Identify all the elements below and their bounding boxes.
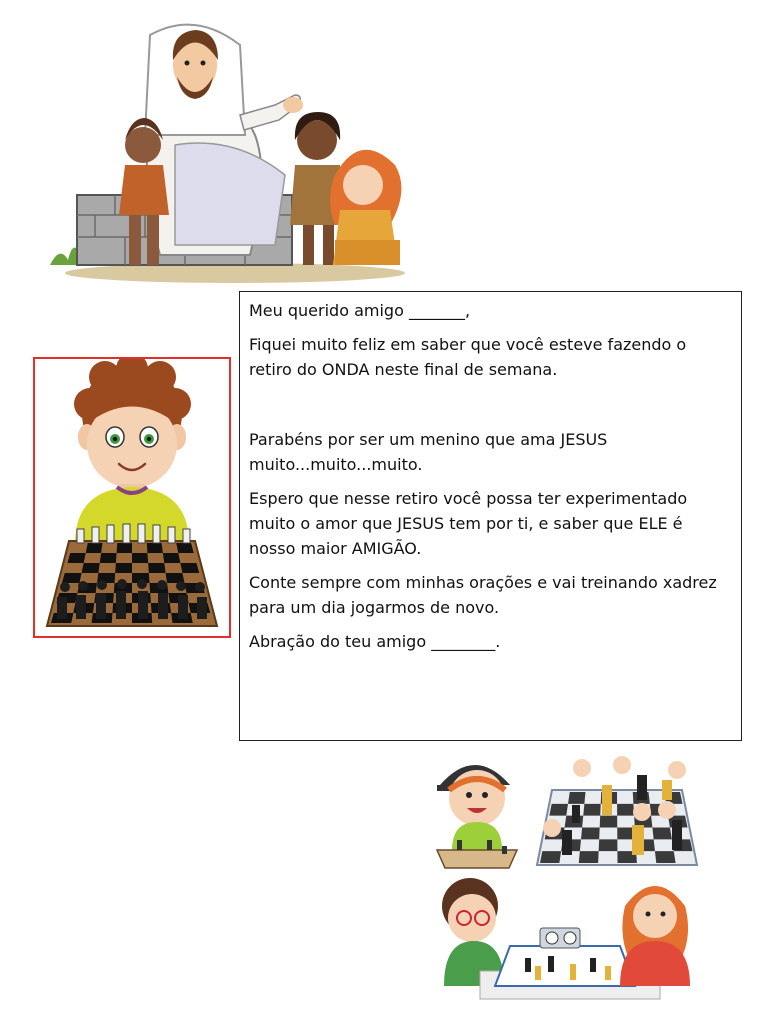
board-square bbox=[148, 563, 166, 573]
board-square bbox=[581, 828, 600, 840]
board-square bbox=[579, 851, 599, 863]
board-square bbox=[176, 543, 194, 553]
board-square bbox=[117, 543, 132, 553]
board-square bbox=[86, 543, 103, 553]
board-square bbox=[540, 851, 561, 863]
jesus-with-children-illustration bbox=[45, 15, 410, 285]
board-square bbox=[549, 804, 568, 816]
board-square bbox=[583, 804, 600, 816]
board-square bbox=[62, 573, 82, 583]
letter-paragraph-1: Fiquei muito feliz em saber que você esteve fazendo o retiro do ONDA neste final de semana. bbox=[249, 335, 687, 379]
board-square bbox=[655, 851, 676, 863]
board-square bbox=[147, 543, 163, 553]
letter-box bbox=[239, 291, 742, 741]
boy-playing-chess-illustration bbox=[33, 357, 231, 638]
letter-greeting: Meu querido amigo _______, bbox=[249, 301, 471, 320]
letter-paragraph-3: Espero que nesse retiro você possa ter experimentado muito o amor que JESUS tem por ti, e saber que ELE é nosso maior AMIGÃO. bbox=[249, 489, 688, 558]
board-square bbox=[599, 839, 618, 851]
board-square bbox=[600, 816, 618, 828]
board-square bbox=[617, 804, 634, 816]
board-square bbox=[652, 828, 671, 840]
board-square bbox=[100, 553, 117, 563]
letter-closing: Abração do teu amigo ________. bbox=[249, 632, 501, 651]
board-square bbox=[68, 553, 86, 563]
board-square bbox=[180, 563, 199, 573]
two-kids-chess-clock-illustration bbox=[430, 876, 700, 1006]
board-square bbox=[163, 553, 181, 563]
kids-playing-chess-illustration bbox=[432, 750, 702, 875]
letter-paragraph-2: Parabéns por ser um menino que ama JESUS muito...muito...muito. bbox=[249, 430, 608, 474]
letter-paragraph-4: Conte sempre com minhas orações e vai treinando xadrez para um dia jogarmos de novo. bbox=[249, 573, 717, 617]
board-square bbox=[115, 563, 132, 573]
board-square bbox=[82, 563, 100, 573]
board-square bbox=[132, 553, 148, 563]
board-square bbox=[568, 792, 585, 804]
